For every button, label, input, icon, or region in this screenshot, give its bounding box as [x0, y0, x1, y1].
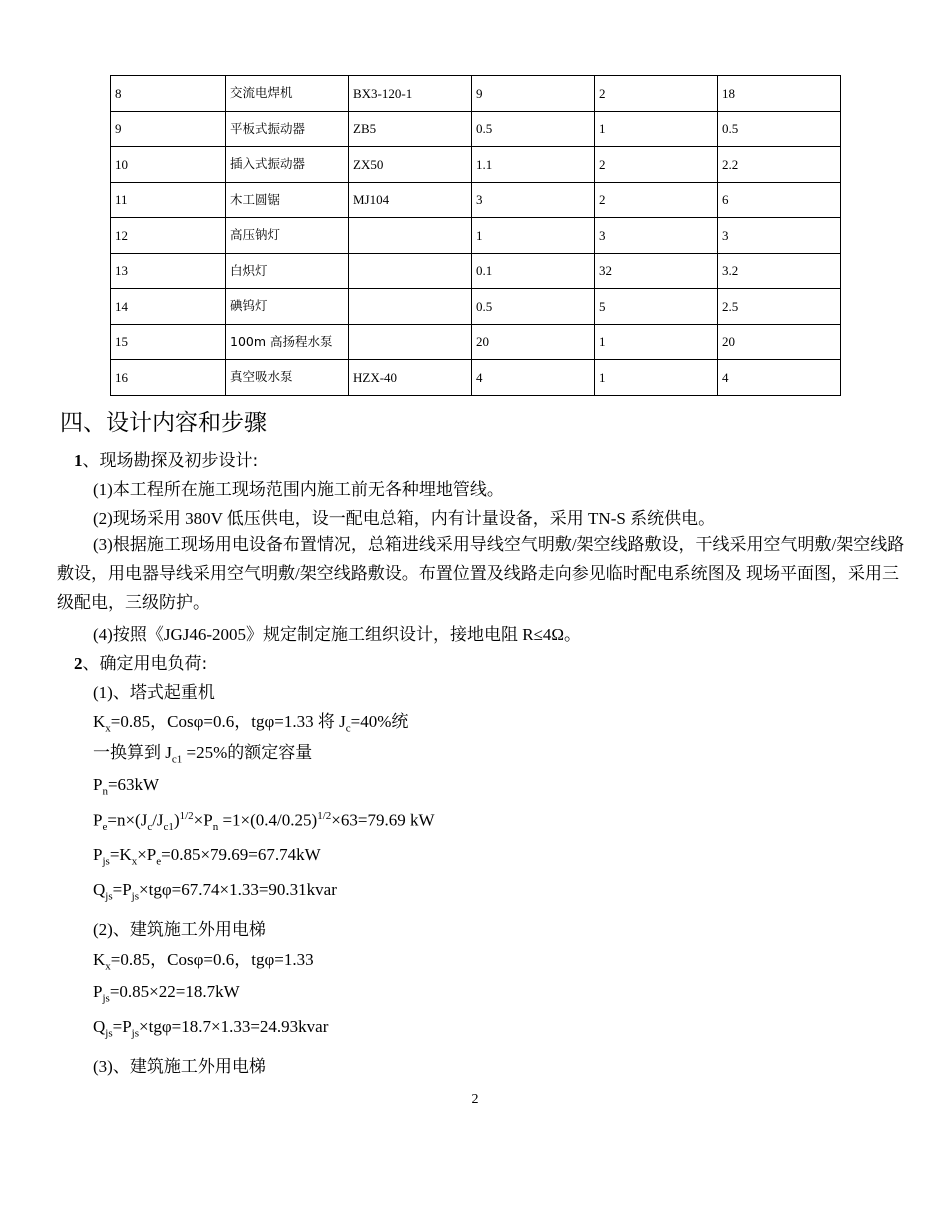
elevator-2-heading: (3)、建筑施工外用电梯	[93, 1057, 266, 1076]
crane-conversion: 一换算到 $J_{c1} =25\%$的额定容量	[93, 743, 313, 766]
table-cell: 20	[472, 324, 595, 360]
paragraph-4: (4)按照《JGJ46-2005》规定制定施工组织设计，接地电阻 R≤4Ω。	[93, 625, 582, 644]
table-cell: 0.1	[472, 253, 595, 289]
table-cell: 碘钨灯	[226, 289, 349, 325]
table-row	[111, 182, 841, 218]
crane-calc-reactive-power: $Q_{js}=P_{js}\times tg\varphi=67.74\times 1.33=90.31kvar$	[93, 880, 337, 903]
table-cell: 1	[472, 218, 595, 254]
elevator-heading: (2)、建筑施工外用电梯	[93, 920, 266, 939]
table-cell: 100m 高扬程水泵	[226, 324, 349, 360]
table-cell	[349, 289, 472, 325]
table-cell: 2	[595, 182, 718, 218]
table-cell: 11	[111, 182, 226, 218]
table-row	[111, 289, 841, 325]
equipment-table	[110, 75, 841, 396]
table-cell: 木工圆锯	[226, 182, 349, 218]
section-title: 四、设计内容和步骤	[60, 410, 267, 436]
table-cell: MJ104	[349, 182, 472, 218]
subsection-1-heading	[74, 446, 258, 471]
table-cell: 0.5	[718, 111, 841, 147]
table-cell: 2	[595, 76, 718, 112]
table-cell: 3.2	[718, 253, 841, 289]
table-cell: 平板式振动器	[226, 111, 349, 147]
table-cell: ZX50	[349, 147, 472, 183]
table-cell: 3	[472, 182, 595, 218]
crane-equivalent-power: $P_e=n\times(J_c/J_{c1})^{1/2}\times P_n =1\times(0.4/0.25)^{1/2}\times 63=79.69$ kW	[93, 810, 435, 834]
table-cell: 1	[595, 360, 718, 396]
table-cell: 12	[111, 218, 226, 254]
table-row	[111, 76, 841, 112]
table-cell: 0.5	[472, 289, 595, 325]
table-row	[111, 111, 841, 147]
table-cell: 9	[472, 76, 595, 112]
crane-rated-power: $P_n=63kW$	[93, 775, 160, 798]
table-cell: 18	[718, 76, 841, 112]
table-cell: ZB5	[349, 111, 472, 147]
table-cell: 1.1	[472, 147, 595, 183]
table-cell: 1	[595, 111, 718, 147]
table-cell: 6	[718, 182, 841, 218]
table-cell: 2	[595, 147, 718, 183]
table-cell: 13	[111, 253, 226, 289]
elevator-factors: $K_x=0.85$，Cosφ=0.6，tgφ=1.33	[93, 950, 314, 973]
table-cell: BX3-120-1	[349, 76, 472, 112]
table-cell: 16	[111, 360, 226, 396]
table-cell: 白炽灯	[226, 253, 349, 289]
table-cell: 4	[718, 360, 841, 396]
table-cell: 3	[718, 218, 841, 254]
table-cell: 插入式振动器	[226, 147, 349, 183]
table-cell	[349, 253, 472, 289]
subsection-1-number: 1	[74, 451, 83, 470]
table-cell: 8	[111, 76, 226, 112]
table-cell: 1	[595, 324, 718, 360]
table-cell: 真空吸水泵	[226, 360, 349, 396]
table-cell: 15	[111, 324, 226, 360]
table-cell: 2.5	[718, 289, 841, 325]
table-cell: 交流电焊机	[226, 76, 349, 112]
table-row	[111, 324, 841, 360]
crane-calc-active-power: $P_{js}=K_x\times P_e=0.85\times 79.69=67.74kW$	[93, 845, 321, 868]
table-cell: 14	[111, 289, 226, 325]
elevator-calc-reactive-power: $Q_{js}=P_{js}\times tg\varphi=18.7\times 1.33=24.93kvar$	[93, 1017, 329, 1040]
crane-factors: $K_x=0.85$，Cosφ=0.6，tgφ=1.33 将 $J_c=40\%$统	[93, 712, 409, 735]
subsection-2-number: 2	[74, 654, 83, 673]
table-cell: 32	[595, 253, 718, 289]
crane-heading: (1)、塔式起重机	[93, 683, 215, 702]
table-row	[111, 253, 841, 289]
table-cell	[349, 324, 472, 360]
paragraph-3: (3)根据施工现场用电设备布置情况，总箱进线采用导线空气明敷/架空线路敷设，干线采用空气明敷/架空线路敷设，用电器导线采用空气明敷/架空线路敷设。布置位置及线路走向参见临时配电系统图及 现场平面图，采用三级配电，三级防护。	[57, 535, 905, 612]
table-cell: 20	[718, 324, 841, 360]
elevator-calc-active-power: $P_{js}=0.85\times 22=18.7kW$	[93, 982, 240, 1005]
table-cell: 0.5	[472, 111, 595, 147]
table-cell: HZX-40	[349, 360, 472, 396]
table-cell: 2.2	[718, 147, 841, 183]
table-cell: 3	[595, 218, 718, 254]
table-row	[111, 360, 841, 396]
table-row	[111, 218, 841, 254]
table-cell: 9	[111, 111, 226, 147]
subsection-1-title: 、现场勘探及初步设计:	[82, 451, 259, 471]
table-cell	[349, 218, 472, 254]
page-number: 2	[471, 1092, 479, 1107]
table-cell: 5	[595, 289, 718, 325]
subsection-2-heading	[74, 649, 207, 674]
table-cell: 4	[472, 360, 595, 396]
equipment-table-body	[111, 76, 841, 396]
paragraph-2: (2)现场采用 380V 低压供电，设一配电总箱，内有计量设备，采用 TN-S 系统供电。	[93, 509, 716, 528]
table-row	[111, 147, 841, 183]
subsection-2-title: 、确定用电负荷:	[82, 654, 208, 674]
table-cell: 高压钠灯	[226, 218, 349, 254]
paragraph-1: (1)本工程所在施工现场范围内施工前无各种埋地管线。	[93, 480, 504, 499]
table-cell: 10	[111, 147, 226, 183]
